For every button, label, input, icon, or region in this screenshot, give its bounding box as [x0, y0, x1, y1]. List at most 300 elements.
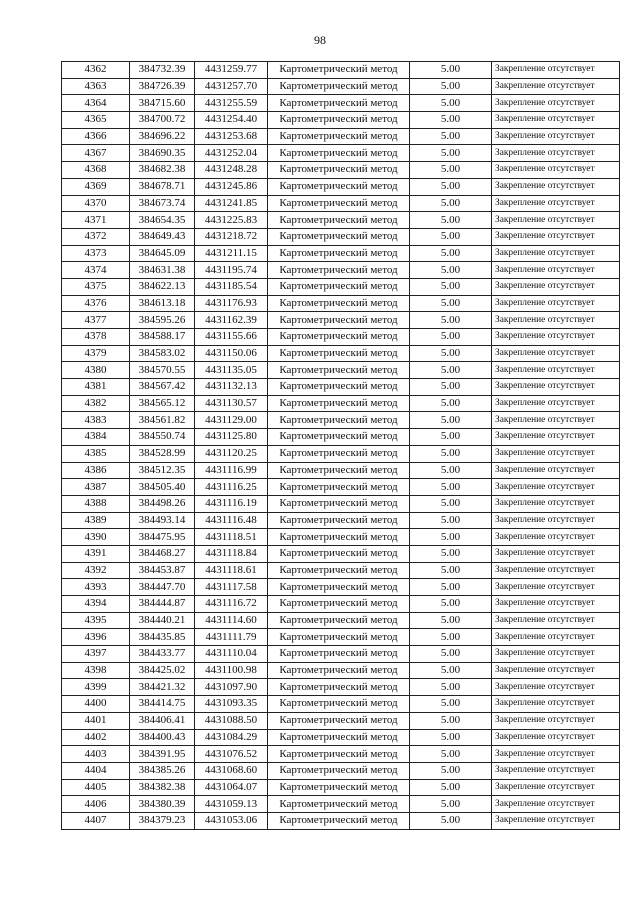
x-coordinate-cell: 384498.26 [130, 495, 195, 512]
x-coordinate-cell: 384645.09 [130, 245, 195, 262]
point-number-cell: 4399 [62, 679, 130, 696]
x-coordinate-cell: 384588.17 [130, 329, 195, 346]
y-coordinate-cell: 4431245.86 [195, 178, 268, 195]
table-row [62, 95, 620, 112]
fixation-cell: Закрепление отсутствует [492, 796, 620, 813]
table-row [62, 329, 620, 346]
table-row [62, 445, 620, 462]
table-row [62, 178, 620, 195]
accuracy-cell: 5.00 [410, 545, 492, 562]
point-number-cell: 4366 [62, 128, 130, 145]
table-row [62, 479, 620, 496]
accuracy-cell: 5.00 [410, 429, 492, 446]
accuracy-cell: 5.00 [410, 462, 492, 479]
accuracy-cell: 5.00 [410, 245, 492, 262]
accuracy-cell: 5.00 [410, 612, 492, 629]
fixation-cell: Закрепление отсутствует [492, 479, 620, 496]
fixation-cell: Закрепление отсутствует [492, 596, 620, 613]
method-cell: Картометрический метод [268, 545, 410, 562]
method-cell: Картометрический метод [268, 596, 410, 613]
x-coordinate-cell: 384505.40 [130, 479, 195, 496]
point-number-cell: 4378 [62, 329, 130, 346]
accuracy-cell: 5.00 [410, 696, 492, 713]
fixation-cell: Закрепление отсутствует [492, 195, 620, 212]
y-coordinate-cell: 4431116.48 [195, 512, 268, 529]
x-coordinate-cell: 384649.43 [130, 228, 195, 245]
fixation-cell: Закрепление отсутствует [492, 612, 620, 629]
table-row [62, 78, 620, 95]
x-coordinate-cell: 384435.85 [130, 629, 195, 646]
point-number-cell: 4382 [62, 395, 130, 412]
y-coordinate-cell: 4431117.58 [195, 579, 268, 596]
x-coordinate-cell: 384570.55 [130, 362, 195, 379]
method-cell: Картометрический метод [268, 529, 410, 546]
x-coordinate-cell: 384631.38 [130, 262, 195, 279]
method-cell: Картометрический метод [268, 462, 410, 479]
y-coordinate-cell: 4431195.74 [195, 262, 268, 279]
table-row [62, 379, 620, 396]
fixation-cell: Закрепление отсутствует [492, 412, 620, 429]
y-coordinate-cell: 4431118.51 [195, 529, 268, 546]
x-coordinate-cell: 384512.35 [130, 462, 195, 479]
table-row [62, 495, 620, 512]
table-row [62, 312, 620, 329]
table-row [62, 579, 620, 596]
table-row [62, 612, 620, 629]
x-coordinate-cell: 384421.32 [130, 679, 195, 696]
table-row [62, 762, 620, 779]
point-number-cell: 4394 [62, 596, 130, 613]
point-number-cell: 4377 [62, 312, 130, 329]
fixation-cell: Закрепление отсутствует [492, 646, 620, 663]
method-cell: Картометрический метод [268, 562, 410, 579]
y-coordinate-cell: 4431252.04 [195, 145, 268, 162]
table-row [62, 629, 620, 646]
x-coordinate-cell: 384475.95 [130, 529, 195, 546]
x-coordinate-cell: 384678.71 [130, 178, 195, 195]
fixation-cell: Закрепление отсутствует [492, 345, 620, 362]
point-number-cell: 4398 [62, 662, 130, 679]
method-cell: Картометрический метод [268, 646, 410, 663]
accuracy-cell: 5.00 [410, 329, 492, 346]
x-coordinate-cell: 384682.38 [130, 162, 195, 179]
point-number-cell: 4401 [62, 712, 130, 729]
point-number-cell: 4375 [62, 278, 130, 295]
point-number-cell: 4389 [62, 512, 130, 529]
y-coordinate-cell: 4431097.90 [195, 679, 268, 696]
fixation-cell: Закрепление отсутствует [492, 245, 620, 262]
x-coordinate-cell: 384400.43 [130, 729, 195, 746]
accuracy-cell: 5.00 [410, 746, 492, 763]
point-number-cell: 4381 [62, 379, 130, 396]
x-coordinate-cell: 384696.22 [130, 128, 195, 145]
x-coordinate-cell: 384379.23 [130, 812, 195, 829]
method-cell: Картометрический метод [268, 696, 410, 713]
point-number-cell: 4392 [62, 562, 130, 579]
method-cell: Картометрический метод [268, 412, 410, 429]
accuracy-cell: 5.00 [410, 512, 492, 529]
accuracy-cell: 5.00 [410, 128, 492, 145]
x-coordinate-cell: 384595.26 [130, 312, 195, 329]
point-number-cell: 4376 [62, 295, 130, 312]
x-coordinate-cell: 384654.35 [130, 212, 195, 229]
table-row [62, 812, 620, 829]
point-number-cell: 4372 [62, 228, 130, 245]
fixation-cell: Закрепление отсутствует [492, 62, 620, 79]
x-coordinate-cell: 384565.12 [130, 395, 195, 412]
method-cell: Картометрический метод [268, 512, 410, 529]
fixation-cell: Закрепление отсутствует [492, 78, 620, 95]
fixation-cell: Закрепление отсутствует [492, 712, 620, 729]
method-cell: Картометрический метод [268, 495, 410, 512]
accuracy-cell: 5.00 [410, 662, 492, 679]
y-coordinate-cell: 4431162.39 [195, 312, 268, 329]
y-coordinate-cell: 4431129.00 [195, 412, 268, 429]
y-coordinate-cell: 4431155.66 [195, 329, 268, 346]
method-cell: Картометрический метод [268, 679, 410, 696]
y-coordinate-cell: 4431176.93 [195, 295, 268, 312]
point-number-cell: 4400 [62, 696, 130, 713]
y-coordinate-cell: 4431120.25 [195, 445, 268, 462]
y-coordinate-cell: 4431114.60 [195, 612, 268, 629]
point-number-cell: 4384 [62, 429, 130, 446]
fixation-cell: Закрепление отсутствует [492, 178, 620, 195]
point-number-cell: 4385 [62, 445, 130, 462]
x-coordinate-cell: 384583.02 [130, 345, 195, 362]
point-number-cell: 4383 [62, 412, 130, 429]
accuracy-cell: 5.00 [410, 729, 492, 746]
accuracy-cell: 5.00 [410, 779, 492, 796]
table-row [62, 228, 620, 245]
y-coordinate-cell: 4431118.84 [195, 545, 268, 562]
coordinates-table [61, 61, 620, 830]
accuracy-cell: 5.00 [410, 78, 492, 95]
method-cell: Картометрический метод [268, 112, 410, 129]
method-cell: Картометрический метод [268, 629, 410, 646]
point-number-cell: 4362 [62, 62, 130, 79]
table-row [62, 796, 620, 813]
table-row [62, 195, 620, 212]
method-cell: Картометрический метод [268, 379, 410, 396]
accuracy-cell: 5.00 [410, 112, 492, 129]
point-number-cell: 4397 [62, 646, 130, 663]
method-cell: Картометрический метод [268, 295, 410, 312]
point-number-cell: 4370 [62, 195, 130, 212]
y-coordinate-cell: 4431254.40 [195, 112, 268, 129]
x-coordinate-cell: 384726.39 [130, 78, 195, 95]
accuracy-cell: 5.00 [410, 479, 492, 496]
table-row [62, 345, 620, 362]
table-row [62, 62, 620, 79]
method-cell: Картометрический метод [268, 612, 410, 629]
method-cell: Картометрический метод [268, 712, 410, 729]
table-row [62, 729, 620, 746]
table-row [62, 679, 620, 696]
accuracy-cell: 5.00 [410, 162, 492, 179]
fixation-cell: Закрепление отсутствует [492, 562, 620, 579]
point-number-cell: 4368 [62, 162, 130, 179]
table-row [62, 278, 620, 295]
y-coordinate-cell: 4431111.79 [195, 629, 268, 646]
fixation-cell: Закрепление отсутствует [492, 262, 620, 279]
y-coordinate-cell: 4431116.25 [195, 479, 268, 496]
table-row [62, 662, 620, 679]
x-coordinate-cell: 384561.82 [130, 412, 195, 429]
fixation-cell: Закрепление отсутствует [492, 112, 620, 129]
fixation-cell: Закрепление отсутствует [492, 729, 620, 746]
x-coordinate-cell: 384414.75 [130, 696, 195, 713]
point-number-cell: 4402 [62, 729, 130, 746]
x-coordinate-cell: 384550.74 [130, 429, 195, 446]
accuracy-cell: 5.00 [410, 796, 492, 813]
method-cell: Картометрический метод [268, 278, 410, 295]
fixation-cell: Закрепление отсутствует [492, 128, 620, 145]
table-row [62, 245, 620, 262]
x-coordinate-cell: 384700.72 [130, 112, 195, 129]
fixation-cell: Закрепление отсутствует [492, 679, 620, 696]
accuracy-cell: 5.00 [410, 395, 492, 412]
table-row [62, 646, 620, 663]
x-coordinate-cell: 384447.70 [130, 579, 195, 596]
fixation-cell: Закрепление отсутствует [492, 779, 620, 796]
table-row [62, 562, 620, 579]
accuracy-cell: 5.00 [410, 145, 492, 162]
accuracy-cell: 5.00 [410, 412, 492, 429]
y-coordinate-cell: 4431241.85 [195, 195, 268, 212]
table-row [62, 112, 620, 129]
x-coordinate-cell: 384732.39 [130, 62, 195, 79]
y-coordinate-cell: 4431076.52 [195, 746, 268, 763]
y-coordinate-cell: 4431116.19 [195, 495, 268, 512]
point-number-cell: 4407 [62, 812, 130, 829]
method-cell: Картометрический метод [268, 312, 410, 329]
accuracy-cell: 5.00 [410, 629, 492, 646]
table-row [62, 145, 620, 162]
accuracy-cell: 5.00 [410, 379, 492, 396]
fixation-cell: Закрепление отсутствует [492, 746, 620, 763]
method-cell: Картометрический метод [268, 329, 410, 346]
y-coordinate-cell: 4431053.06 [195, 812, 268, 829]
accuracy-cell: 5.00 [410, 679, 492, 696]
point-number-cell: 4365 [62, 112, 130, 129]
fixation-cell: Закрепление отсутствует [492, 445, 620, 462]
accuracy-cell: 5.00 [410, 362, 492, 379]
fixation-cell: Закрепление отсутствует [492, 429, 620, 446]
point-number-cell: 4374 [62, 262, 130, 279]
method-cell: Картометрический метод [268, 162, 410, 179]
accuracy-cell: 5.00 [410, 562, 492, 579]
method-cell: Картометрический метод [268, 145, 410, 162]
fixation-cell: Закрепление отсутствует [492, 812, 620, 829]
page-number: 98 [314, 33, 326, 47]
method-cell: Картометрический метод [268, 429, 410, 446]
table-row [62, 128, 620, 145]
method-cell: Картометрический метод [268, 128, 410, 145]
accuracy-cell: 5.00 [410, 495, 492, 512]
method-cell: Картометрический метод [268, 796, 410, 813]
x-coordinate-cell: 384528.99 [130, 445, 195, 462]
y-coordinate-cell: 4431116.99 [195, 462, 268, 479]
method-cell: Картометрический метод [268, 479, 410, 496]
fixation-cell: Закрепление отсутствует [492, 362, 620, 379]
accuracy-cell: 5.00 [410, 278, 492, 295]
y-coordinate-cell: 4431211.15 [195, 245, 268, 262]
point-number-cell: 4379 [62, 345, 130, 362]
point-number-cell: 4373 [62, 245, 130, 262]
table-row [62, 395, 620, 412]
table-row [62, 696, 620, 713]
table-row [62, 295, 620, 312]
x-coordinate-cell: 384468.27 [130, 545, 195, 562]
method-cell: Картометрический метод [268, 78, 410, 95]
x-coordinate-cell: 384613.18 [130, 295, 195, 312]
y-coordinate-cell: 4431093.35 [195, 696, 268, 713]
fixation-cell: Закрепление отсутствует [492, 762, 620, 779]
table-row [62, 512, 620, 529]
x-coordinate-cell: 384715.60 [130, 95, 195, 112]
table-row [62, 212, 620, 229]
x-coordinate-cell: 384433.77 [130, 646, 195, 663]
accuracy-cell: 5.00 [410, 62, 492, 79]
y-coordinate-cell: 4431125.80 [195, 429, 268, 446]
y-coordinate-cell: 4431255.59 [195, 95, 268, 112]
y-coordinate-cell: 4431218.72 [195, 228, 268, 245]
x-coordinate-cell: 384425.02 [130, 662, 195, 679]
y-coordinate-cell: 4431259.77 [195, 62, 268, 79]
fixation-cell: Закрепление отсутствует [492, 295, 620, 312]
point-number-cell: 4404 [62, 762, 130, 779]
point-number-cell: 4388 [62, 495, 130, 512]
fixation-cell: Закрепление отсутствует [492, 512, 620, 529]
table-row [62, 162, 620, 179]
fixation-cell: Закрепление отсутствует [492, 462, 620, 479]
table-row [62, 746, 620, 763]
method-cell: Картометрический метод [268, 779, 410, 796]
y-coordinate-cell: 4431185.54 [195, 278, 268, 295]
coordinates-table-body [62, 62, 620, 830]
fixation-cell: Закрепление отсутствует [492, 145, 620, 162]
method-cell: Картометрический метод [268, 262, 410, 279]
x-coordinate-cell: 384382.38 [130, 779, 195, 796]
method-cell: Картометрический метод [268, 579, 410, 596]
fixation-cell: Закрепление отсутствует [492, 545, 620, 562]
x-coordinate-cell: 384673.74 [130, 195, 195, 212]
accuracy-cell: 5.00 [410, 579, 492, 596]
y-coordinate-cell: 4431110.04 [195, 646, 268, 663]
fixation-cell: Закрепление отсутствует [492, 95, 620, 112]
point-number-cell: 4406 [62, 796, 130, 813]
y-coordinate-cell: 4431068.60 [195, 762, 268, 779]
point-number-cell: 4367 [62, 145, 130, 162]
fixation-cell: Закрепление отсутствует [492, 662, 620, 679]
fixation-cell: Закрепление отсутствует [492, 696, 620, 713]
y-coordinate-cell: 4431130.57 [195, 395, 268, 412]
point-number-cell: 4364 [62, 95, 130, 112]
accuracy-cell: 5.00 [410, 212, 492, 229]
method-cell: Картометрический метод [268, 212, 410, 229]
table-row [62, 529, 620, 546]
y-coordinate-cell: 4431084.29 [195, 729, 268, 746]
method-cell: Картометрический метод [268, 746, 410, 763]
y-coordinate-cell: 4431225.83 [195, 212, 268, 229]
x-coordinate-cell: 384406.41 [130, 712, 195, 729]
table-row [62, 262, 620, 279]
method-cell: Картометрический метод [268, 95, 410, 112]
method-cell: Картометрический метод [268, 178, 410, 195]
method-cell: Картометрический метод [268, 228, 410, 245]
fixation-cell: Закрепление отсутствует [492, 379, 620, 396]
point-number-cell: 4393 [62, 579, 130, 596]
fixation-cell: Закрепление отсутствует [492, 162, 620, 179]
method-cell: Картометрический метод [268, 245, 410, 262]
fixation-cell: Закрепление отсутствует [492, 629, 620, 646]
point-number-cell: 4387 [62, 479, 130, 496]
fixation-cell: Закрепление отсутствует [492, 395, 620, 412]
fixation-cell: Закрепление отсутствует [492, 579, 620, 596]
point-number-cell: 4391 [62, 545, 130, 562]
accuracy-cell: 5.00 [410, 195, 492, 212]
y-coordinate-cell: 4431064.07 [195, 779, 268, 796]
x-coordinate-cell: 384567.42 [130, 379, 195, 396]
accuracy-cell: 5.00 [410, 345, 492, 362]
accuracy-cell: 5.00 [410, 445, 492, 462]
accuracy-cell: 5.00 [410, 762, 492, 779]
x-coordinate-cell: 384493.14 [130, 512, 195, 529]
y-coordinate-cell: 4431059.13 [195, 796, 268, 813]
point-number-cell: 4403 [62, 746, 130, 763]
method-cell: Картометрический метод [268, 762, 410, 779]
method-cell: Картометрический метод [268, 195, 410, 212]
point-number-cell: 4395 [62, 612, 130, 629]
point-number-cell: 4386 [62, 462, 130, 479]
method-cell: Картометрический метод [268, 662, 410, 679]
table-row [62, 712, 620, 729]
fixation-cell: Закрепление отсутствует [492, 312, 620, 329]
x-coordinate-cell: 384690.35 [130, 145, 195, 162]
y-coordinate-cell: 4431088.50 [195, 712, 268, 729]
fixation-cell: Закрепление отсутствует [492, 329, 620, 346]
fixation-cell: Закрепление отсутствует [492, 212, 620, 229]
method-cell: Картометрический метод [268, 729, 410, 746]
y-coordinate-cell: 4431132.13 [195, 379, 268, 396]
point-number-cell: 4396 [62, 629, 130, 646]
point-number-cell: 4371 [62, 212, 130, 229]
point-number-cell: 4369 [62, 178, 130, 195]
method-cell: Картометрический метод [268, 345, 410, 362]
accuracy-cell: 5.00 [410, 596, 492, 613]
accuracy-cell: 5.00 [410, 95, 492, 112]
y-coordinate-cell: 4431100.98 [195, 662, 268, 679]
x-coordinate-cell: 384385.26 [130, 762, 195, 779]
y-coordinate-cell: 4431253.68 [195, 128, 268, 145]
y-coordinate-cell: 4431135.05 [195, 362, 268, 379]
y-coordinate-cell: 4431257.70 [195, 78, 268, 95]
table-row [62, 596, 620, 613]
accuracy-cell: 5.00 [410, 178, 492, 195]
point-number-cell: 4363 [62, 78, 130, 95]
accuracy-cell: 5.00 [410, 312, 492, 329]
y-coordinate-cell: 4431118.61 [195, 562, 268, 579]
table-row [62, 462, 620, 479]
accuracy-cell: 5.00 [410, 228, 492, 245]
accuracy-cell: 5.00 [410, 262, 492, 279]
x-coordinate-cell: 384444.87 [130, 596, 195, 613]
accuracy-cell: 5.00 [410, 529, 492, 546]
fixation-cell: Закрепление отсутствует [492, 278, 620, 295]
y-coordinate-cell: 4431248.28 [195, 162, 268, 179]
table-row [62, 429, 620, 446]
x-coordinate-cell: 384440.21 [130, 612, 195, 629]
